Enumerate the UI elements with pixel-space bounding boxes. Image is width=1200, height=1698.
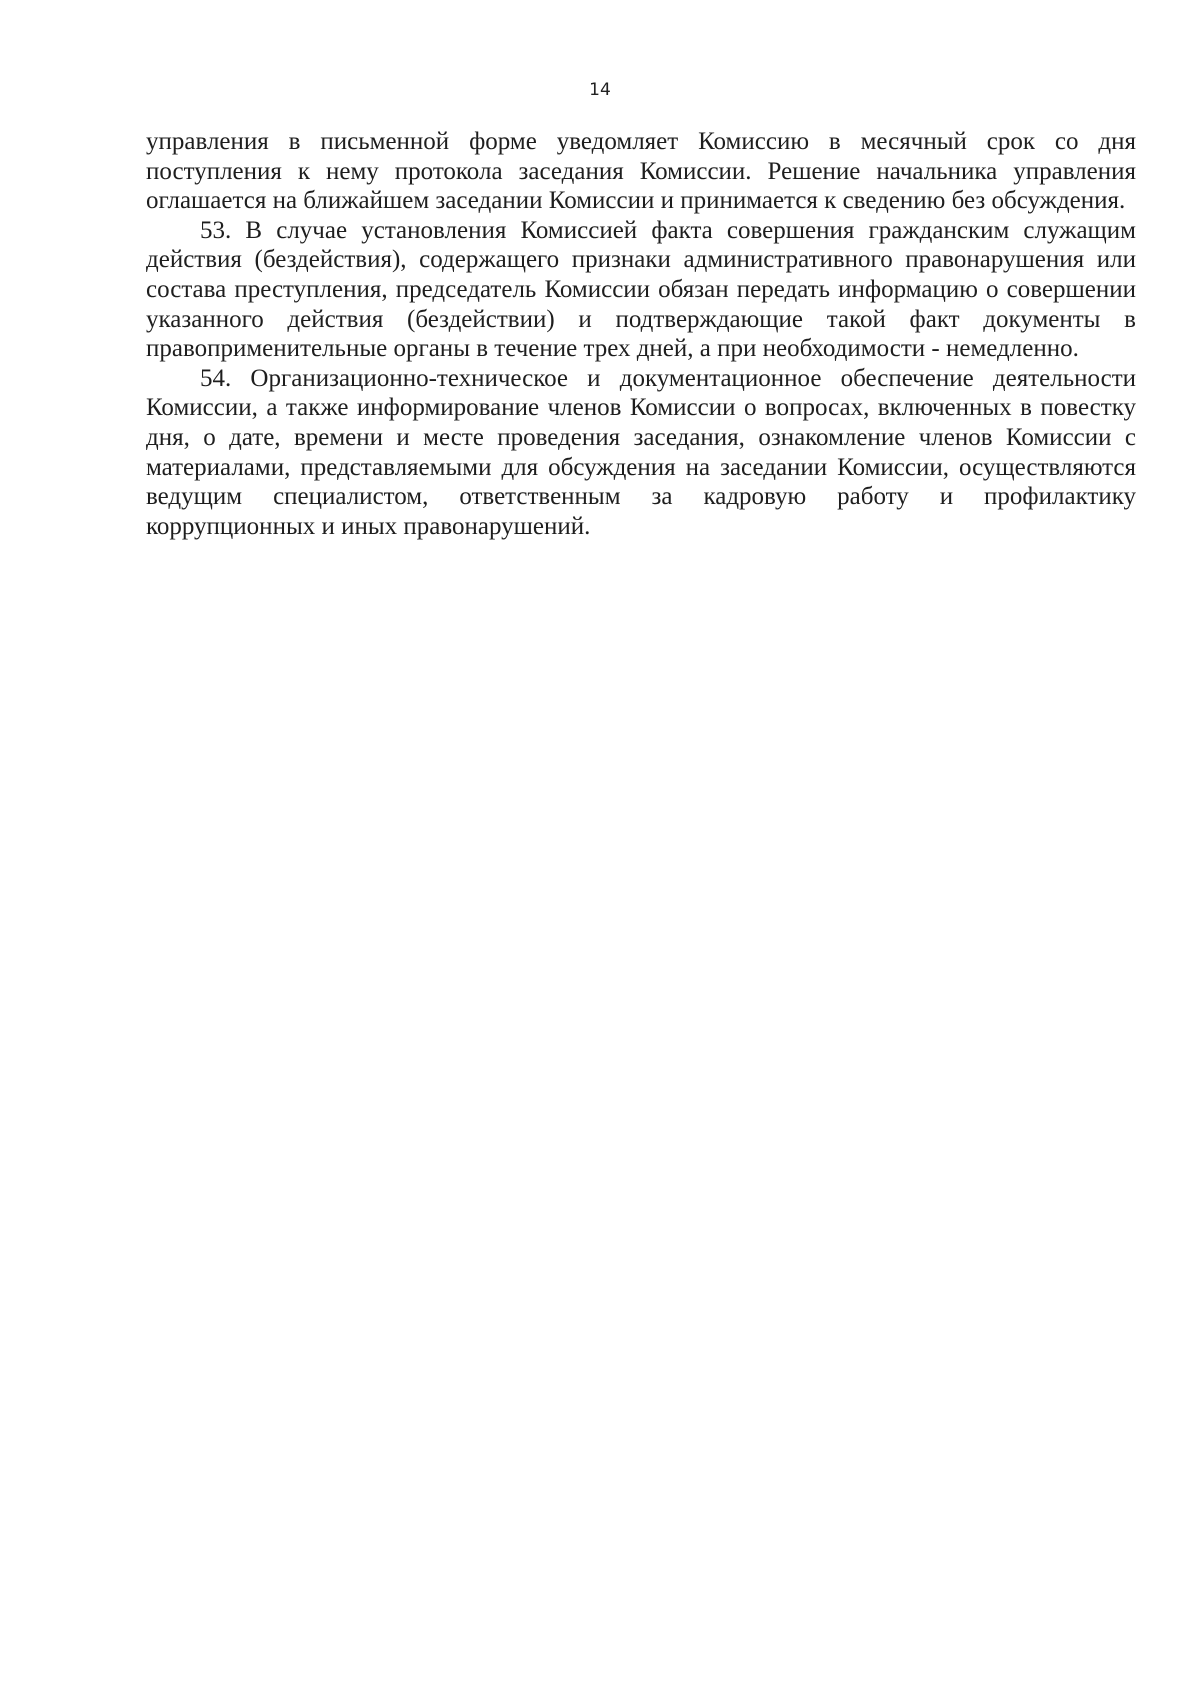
document-body (146, 127, 1136, 541)
paragraph-54: 54. Организационно-техническое и документационное обеспечение деятельности Комиссии, а также информирование членов Комиссии о вопросах, включенных в повестку дня, о дате, времени и месте проведения заседания, ознакомление членов Комиссии с материалами, представляемыми для обсуждения на заседании Комиссии, осуществляются ведущим специалистом, ответственным за кадровую работу и профилактику коррупционных и иных правонарушений. (146, 364, 1136, 540)
paragraph-53: 53. В случае установления Комиссией факта совершения гражданским служащим действия (бездействия), содержащего признаки административного правонарушения или состава преступления, председатель Комиссии обязан передать информацию о совершении указанного действия (бездействии) и подтверждающие такой факт документы в правоприменительные органы в течение трех дней, а при необходимости - немедленно. (146, 216, 1136, 363)
page-number: 14 (589, 80, 611, 100)
paragraph-continuation: управления в письменной форме уведомляет Комиссию в месячный срок со дня поступления к нему протокола заседания Комиссии. Решение начальника управления оглашается на ближайшем заседании Комиссии и принимается к сведению без обсуждения. (146, 128, 1136, 215)
